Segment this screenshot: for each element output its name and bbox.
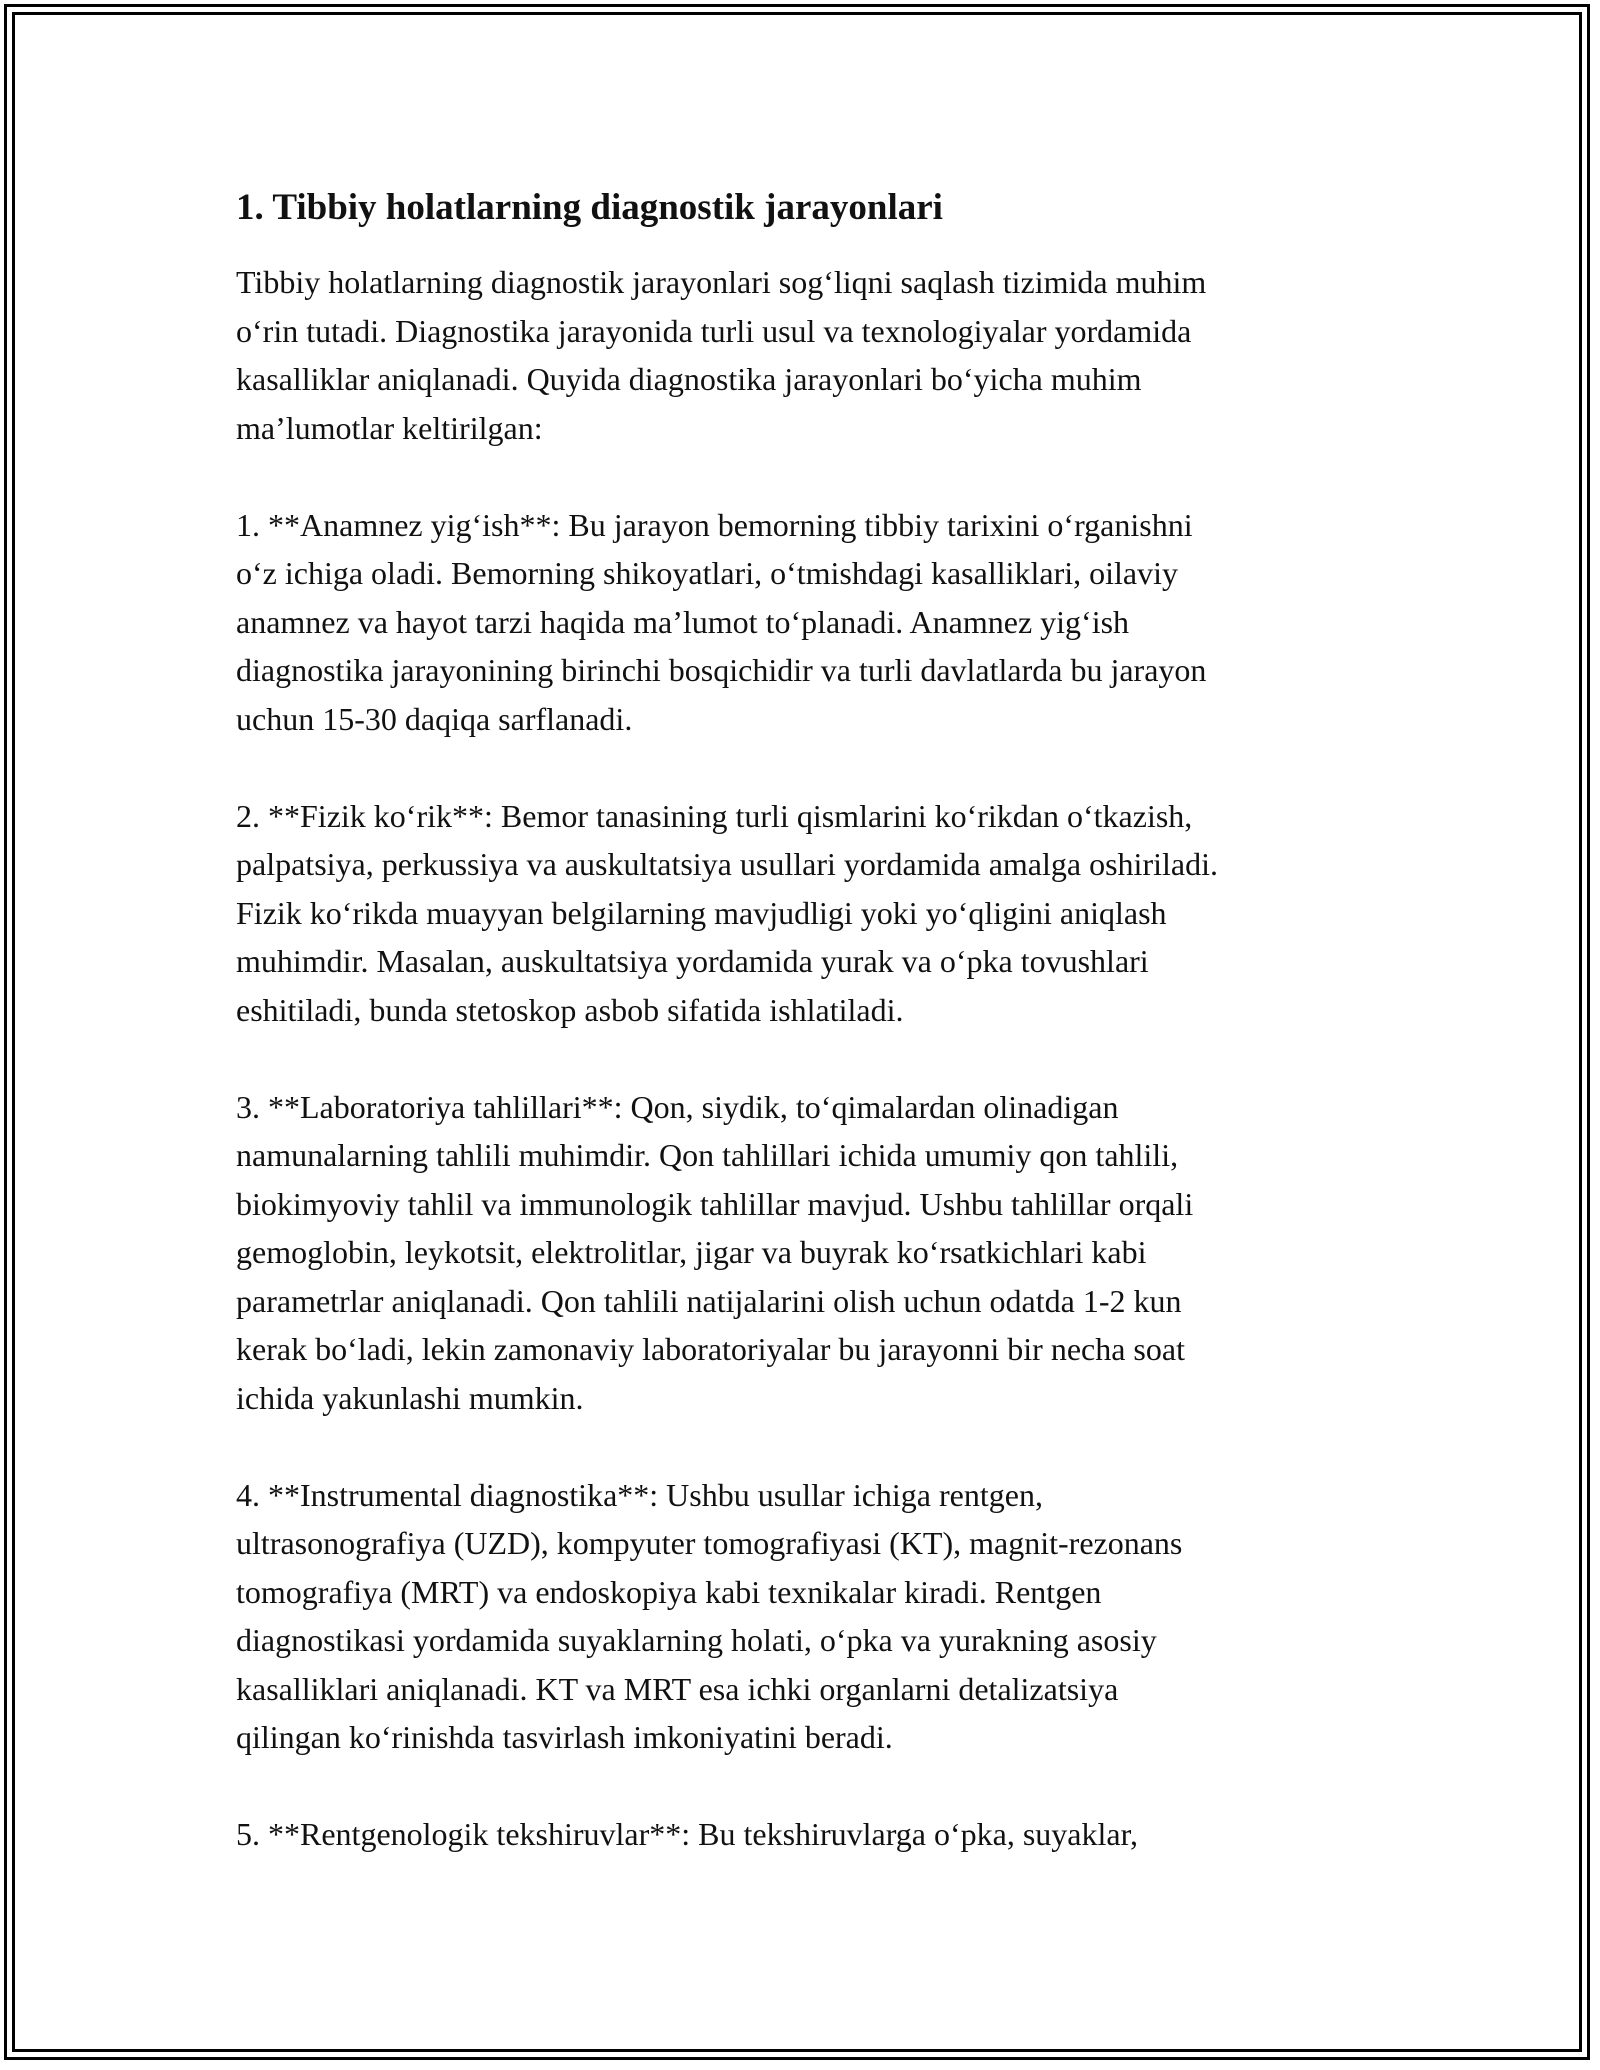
text-line: qilingan ko‘rinishda tasvirlash imkoniyatini beradi. — [236, 1719, 893, 1755]
text-line: anamnez va hayot tarzi haqida ma’lumot to‘planadi. Anamnez yig‘ish — [236, 603, 1130, 640]
text-line: kasalliklar aniqlanadi. Quyida diagnostika jarayonlari bo‘yicha muhim — [236, 361, 1142, 397]
text-line: ultrasonografiya (UZD), kompyuter tomografiyasi (KT), magnit-rezonans — [236, 1525, 1183, 1561]
text-line: ma’lumotlar keltirilgan: — [236, 409, 543, 446]
text-line: o‘z ichiga oladi. Bemorning shikoyatlari, o‘tmishdagi kasalliklari, oilaviy — [236, 555, 1179, 591]
text-line: 2. **Fizik ko‘rik**: Bemor tanasining turli qismlarini ko‘rikdan o‘tkazish, — [236, 797, 1193, 834]
paragraph-gap — [236, 452, 1366, 501]
paragraph-gap — [236, 743, 1366, 792]
list-item-laboratoriya — [236, 1083, 1366, 1423]
text-line: diagnostikasi yordamida suyaklarning holati, o‘pka va yurakning asosiy — [236, 1622, 1157, 1658]
text-line: eshitiladi, bunda stetoskop asbob sifatida ishlatiladi. — [236, 991, 904, 1028]
list-item-fizik-korik — [236, 792, 1366, 1035]
text-line: parametrlar aniqlanadi. Qon tahlili natijalarini olish uchun odatda 1-2 kun — [236, 1282, 1182, 1319]
text-line: diagnostika jarayonining birinchi bosqichidir va turli davlatlarda bu jarayon — [236, 652, 1207, 688]
text-line: biokimyoviy tahlil va immunologik tahlillar mavjud. Ushbu tahlillar orqali — [236, 1185, 1194, 1222]
text-line: muhimdir. Masalan, auskultatsiya yordamida yurak va o‘pka tovushlari — [236, 943, 1149, 979]
intro-paragraph — [236, 258, 1366, 452]
document-body — [236, 184, 1366, 1859]
list-item-rentgenologik — [236, 1810, 1366, 1859]
list-item-instrumental — [236, 1471, 1366, 1762]
text-line: ichida yakunlashi mumkin. — [236, 1379, 584, 1416]
text-line: namunalarning tahlili muhimdir. Qon tahlillari ichida umumiy qon tahlili, — [236, 1137, 1179, 1173]
text-line: Fizik ko‘rikda muayyan belgilarning mavjudligi yoki yo‘qligini aniqlash — [236, 894, 1167, 931]
text-line: kerak bo‘ladi, lekin zamonaviy laboratoriyalar bu jarayonni bir necha soat — [236, 1331, 1185, 1367]
text-line: 5. **Rentgenologik tekshiruvlar**: Bu tekshiruvlarga o‘pka, suyaklar, — [236, 1816, 1138, 1852]
text-line: 4. **Instrumental diagnostika**: Ushbu usullar ichiga rentgen, — [236, 1476, 1043, 1513]
text-line: 3. **Laboratoriya tahlillari**: Qon, siydik, to‘qimalardan olinadigan — [236, 1088, 1119, 1125]
text-line: palpatsiya, perkussiya va auskultatsiya usullari yordamida amalga oshiriladi. — [236, 846, 1218, 882]
text-line: gemoglobin, leykotsit, elektrolitlar, jigar va buyrak ko‘rsatkichlari kabi — [236, 1234, 1147, 1270]
text-line: Tibbiy holatlarning diagnostik jarayonlari sog‘liqni saqlash tizimida muhim — [236, 264, 1207, 300]
paragraph-gap — [236, 1422, 1366, 1471]
text-line: tomografiya (MRT) va endoskopiya kabi texnikalar kiradi. Rentgen — [236, 1573, 1102, 1610]
text-line: uchun 15-30 daqiqa sarflanadi. — [236, 700, 633, 737]
section-heading: 1. Tibbiy holatlarning diagnostik jarayonlari — [236, 187, 943, 228]
text-line: kasalliklari aniqlanadi. KT va MRT esa ichki organlarni detalizatsiya — [236, 1670, 1119, 1707]
text-line: o‘rin tutadi. Diagnostika jarayonida turli usul va texnologiyalar yordamida — [236, 312, 1192, 349]
text-line: 1. **Anamnez yig‘ish**: Bu jarayon bemorning tibbiy tarixini o‘rganishni — [236, 506, 1193, 543]
paragraph-gap — [236, 1762, 1366, 1811]
list-item-anamnez — [236, 501, 1366, 744]
paragraph-gap — [236, 1034, 1366, 1083]
